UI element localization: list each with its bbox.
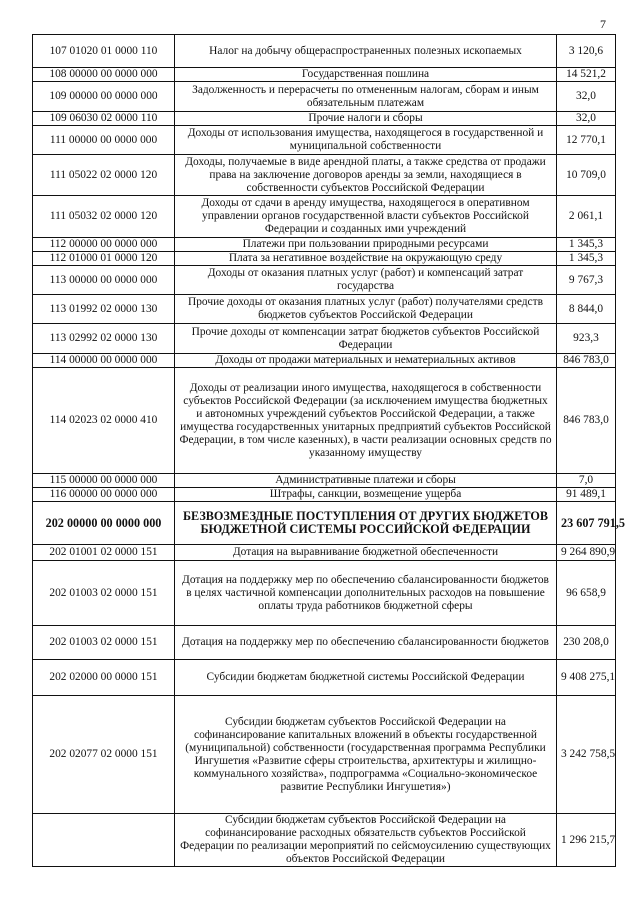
- row-code: 111 00000 00 0000 000: [33, 126, 175, 155]
- row-amount: 846 783,0: [557, 354, 616, 368]
- row-code: 108 00000 00 0000 000: [33, 68, 175, 82]
- row-name: Административные платежи и сборы: [175, 474, 557, 488]
- row-amount: 8 844,0: [557, 295, 616, 324]
- row-code: 109 00000 00 0000 000: [33, 82, 175, 112]
- table-row: [33, 354, 616, 368]
- table-row: [33, 545, 616, 561]
- row-amount: 846 783,0: [557, 368, 616, 474]
- row-name: Доходы от оказания платных услуг (работ) и компенсаций затрат государства: [175, 266, 557, 295]
- row-amount: 14 521,2: [557, 68, 616, 82]
- table-row: [33, 155, 616, 196]
- row-code: 111 05022 02 0000 120: [33, 155, 175, 196]
- row-name: Налог на добычу общераспространенных полезных ископаемых: [175, 35, 557, 68]
- table-row: [33, 660, 616, 696]
- row-name: БЕЗВОЗМЕЗДНЫЕ ПОСТУПЛЕНИЯ ОТ ДРУГИХ БЮДЖЕТОВ БЮДЖЕТНОЙ СИСТЕМЫ РОССИЙСКОЙ ФЕДЕРАЦИИ: [175, 502, 557, 545]
- row-amount: 91 489,1: [557, 488, 616, 502]
- row-code: 113 01992 02 0000 130: [33, 295, 175, 324]
- row-code: [33, 814, 175, 867]
- row-name: Дотация на поддержку мер по обеспечению сбалансированности бюджетов: [175, 626, 557, 660]
- table-row: [33, 696, 616, 814]
- row-code: 114 02023 02 0000 410: [33, 368, 175, 474]
- row-code: 202 02077 02 0000 151: [33, 696, 175, 814]
- table-row: [33, 82, 616, 112]
- row-amount: 3 242 758,5: [557, 696, 616, 814]
- row-name: Прочие налоги и сборы: [175, 112, 557, 126]
- row-name: Доходы от использования имущества, находящегося в государственной и муниципальной собственности: [175, 126, 557, 155]
- row-name: Доходы от реализации иного имущества, находящегося в собственности субъектов Российской Федерации (за исключением имущества бюджетных и автономных учреждений субъектов Российской Федерации, а также имущества государственных унитарных предприятий субъектов Российской Федерации, в том числе казенных), в части реализации основных средств по указанному имуществу: [175, 368, 557, 474]
- row-name: Задолженность и перерасчеты по отмененным налогам, сборам и иным обязательным платежам: [175, 82, 557, 112]
- row-amount: 923,3: [557, 324, 616, 354]
- row-code: 202 02000 00 0000 151: [33, 660, 175, 696]
- row-code: 112 01000 01 0000 120: [33, 252, 175, 266]
- table-row: [33, 474, 616, 488]
- row-code: 113 02992 02 0000 130: [33, 324, 175, 354]
- table-row: [33, 295, 616, 324]
- table-row: [33, 252, 616, 266]
- row-code: 202 01003 02 0000 151: [33, 626, 175, 660]
- revenue-table: [32, 34, 625, 867]
- row-amount: 3 120,6: [557, 35, 616, 68]
- row-name: Субсидии бюджетам бюджетной системы Российской Федерации: [175, 660, 557, 696]
- row-code: 109 06030 02 0000 110: [33, 112, 175, 126]
- row-code: 202 01001 02 0000 151: [33, 545, 175, 561]
- row-code: 112 00000 00 0000 000: [33, 238, 175, 252]
- row-name: Государственная пошлина: [175, 68, 557, 82]
- row-name: Доходы от сдачи в аренду имущества, находящегося в оперативном управлении органов государственной власти субъектов Российской Федерации и созданных ими учреждений: [175, 196, 557, 238]
- row-amount: 10 709,0: [557, 155, 616, 196]
- table-row: [33, 35, 616, 68]
- row-name: Дотация на выравнивание бюджетной обеспеченности: [175, 545, 557, 561]
- table-row: [33, 266, 616, 295]
- row-amount: 32,0: [557, 82, 616, 112]
- table-row: [33, 626, 616, 660]
- row-amount: 1 345,3: [557, 252, 616, 266]
- row-name: Платежи при пользовании природными ресурсами: [175, 238, 557, 252]
- row-amount: 9 767,3: [557, 266, 616, 295]
- row-name: Доходы, получаемые в виде арендной платы, а также средства от продажи права на заключение договоров аренды за земли, находящиеся в собственности субъектов Российской Федерации: [175, 155, 557, 196]
- row-code: 111 05032 02 0000 120: [33, 196, 175, 238]
- table-row: [33, 814, 616, 867]
- row-code: 116 00000 00 0000 000: [33, 488, 175, 502]
- row-code: 113 00000 00 0000 000: [33, 266, 175, 295]
- table-row: [33, 196, 616, 238]
- table-row: [33, 488, 616, 502]
- row-name: Субсидии бюджетам субъектов Российской Федерации на софинансирование капитальных вложений в объекты государственной (муниципальной) собственности (государственная программа Республики Ингушетия «Развитие сферы строительства, архитектуры и жилищно-коммунального хозяйства», подпрограмма «Социально-экономическое развитие Республики Ингушетия»): [175, 696, 557, 814]
- row-amount: 230 208,0: [557, 626, 616, 660]
- row-name: Прочие доходы от компенсации затрат бюджетов субъектов Российской Федерации: [175, 324, 557, 354]
- row-name: Штрафы, санкции, возмещение ущерба: [175, 488, 557, 502]
- row-amount: 9 264 890,9: [557, 545, 616, 561]
- row-name: Прочие доходы от оказания платных услуг (работ) получателями средств бюджетов субъектов Российской Федерации: [175, 295, 557, 324]
- row-name: Доходы от продажи материальных и нематериальных активов: [175, 354, 557, 368]
- revenue-table-body: [33, 35, 625, 867]
- row-amount: 7,0: [557, 474, 616, 488]
- row-code: 115 00000 00 0000 000: [33, 474, 175, 488]
- row-amount: 9 408 275,1: [557, 660, 616, 696]
- table-row: [33, 502, 616, 545]
- table-row: [33, 238, 616, 252]
- table-row: [33, 324, 616, 354]
- row-amount: 1 345,3: [557, 238, 616, 252]
- row-name: Плата за негативное воздействие на окружающую среду: [175, 252, 557, 266]
- row-name: Субсидии бюджетам субъектов Российской Федерации на софинансирование расходных обязательств субъектов Российской Федерации по реализации мероприятий по сейсмоусилению существующих объектов Российской Федерации: [175, 814, 557, 867]
- table-row: [33, 368, 616, 474]
- table-row: [33, 112, 616, 126]
- row-amount: 32,0: [557, 112, 616, 126]
- page-number: 7: [600, 17, 606, 31]
- row-name: Дотация на поддержку мер по обеспечению сбалансированности бюджетов в целях частичной компенсации дополнительных расходов на повышение оплаты труда работников бюджетной сферы: [175, 561, 557, 626]
- row-amount: 96 658,9: [557, 561, 616, 626]
- row-amount: 12 770,1: [557, 126, 616, 155]
- row-amount: 1 296 215,7: [557, 814, 616, 867]
- row-amount: 23 607 791,5: [557, 502, 616, 545]
- row-amount: 2 061,1: [557, 196, 616, 238]
- table-row: [33, 126, 616, 155]
- row-code: 107 01020 01 0000 110: [33, 35, 175, 68]
- table-row: [33, 561, 616, 626]
- row-code: 202 01003 02 0000 151: [33, 561, 175, 626]
- row-code: 202 00000 00 0000 000: [33, 502, 175, 545]
- table-row: [33, 68, 616, 82]
- row-code: 114 00000 00 0000 000: [33, 354, 175, 368]
